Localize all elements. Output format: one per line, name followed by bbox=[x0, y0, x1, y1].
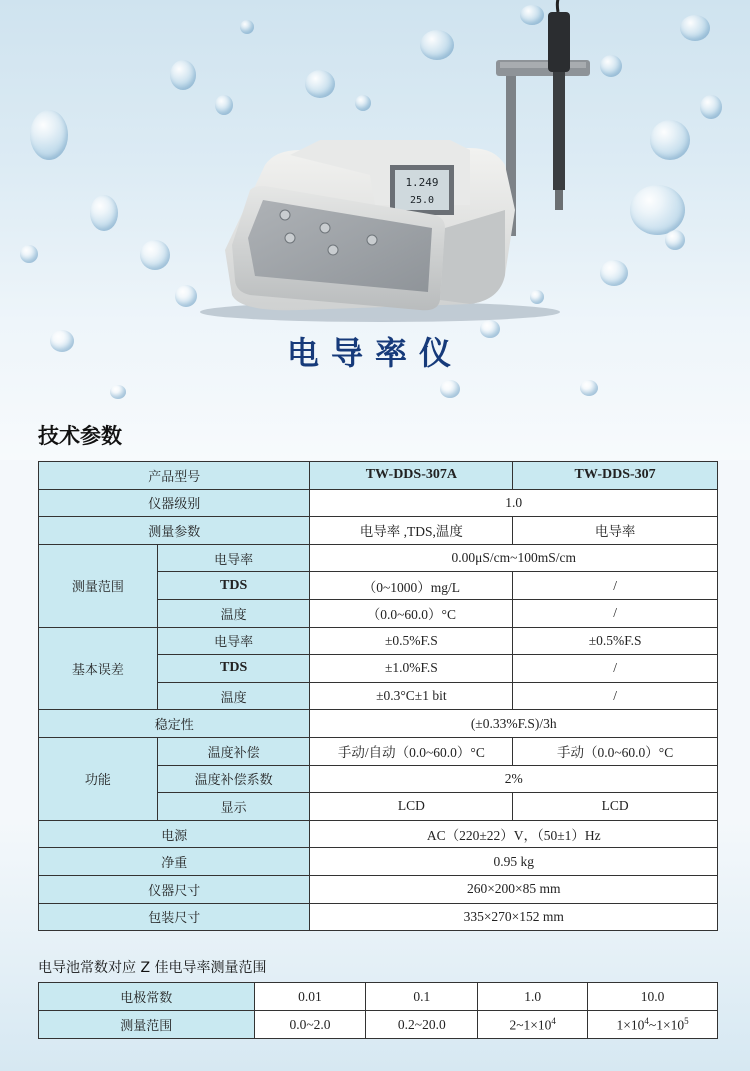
cell-value: / bbox=[513, 599, 718, 627]
display-line1: 1.249 bbox=[405, 176, 439, 189]
model-a: TW-DDS-307A bbox=[310, 462, 513, 490]
row-label: 测量参数 bbox=[39, 517, 310, 545]
cell-value: 电导率 bbox=[513, 517, 718, 545]
table-row bbox=[39, 737, 718, 765]
range4-exp2: 5 bbox=[684, 1015, 689, 1026]
row-label: 显示 bbox=[157, 793, 310, 821]
cell-value: 1.0 bbox=[478, 983, 588, 1011]
cell-value: ±0.5%F.S bbox=[513, 627, 718, 655]
row-label: 温度 bbox=[157, 682, 310, 710]
cell-value: 0.00μS/cm~100mS/cm bbox=[310, 544, 718, 572]
cell-value: （0~1000）mg/L bbox=[310, 572, 513, 600]
table-row bbox=[39, 1011, 718, 1039]
electrode-range-table bbox=[38, 982, 718, 1039]
row-label: TDS bbox=[157, 572, 310, 600]
cell-value: 10.0 bbox=[588, 983, 718, 1011]
row-label: 仪器级别 bbox=[39, 489, 310, 517]
range3-exp: 4 bbox=[551, 1015, 556, 1026]
table-row bbox=[39, 903, 718, 931]
row-label: 净重 bbox=[39, 848, 310, 876]
cell-value: 手动（0.0~60.0）°C bbox=[513, 737, 718, 765]
range4-mid: ~1×10 bbox=[648, 1017, 685, 1033]
model-b: TW-DDS-307 bbox=[513, 462, 718, 490]
spec-table bbox=[38, 461, 718, 931]
row-label: 产品型号 bbox=[39, 462, 310, 490]
table-row bbox=[39, 627, 718, 655]
range4-base1: 1×10 bbox=[616, 1017, 645, 1033]
row-label: 温度补偿 bbox=[157, 737, 310, 765]
group-label: 功能 bbox=[39, 737, 158, 820]
section-heading: 技术参数 bbox=[38, 424, 122, 448]
range4-exp1: 4 bbox=[644, 1015, 649, 1026]
cell-value: 0.95 kg bbox=[310, 848, 718, 876]
cell-value bbox=[588, 1011, 718, 1039]
table-row bbox=[39, 489, 718, 517]
row-label: 温度 bbox=[157, 599, 310, 627]
table-row bbox=[39, 710, 718, 738]
cell-value: 335×270×152 mm bbox=[310, 903, 718, 931]
cell-value: 0.0~2.0 bbox=[254, 1011, 366, 1039]
row-label: 电导率 bbox=[157, 544, 310, 572]
table-row bbox=[39, 517, 718, 545]
table-row bbox=[39, 820, 718, 848]
cell-value: ±0.3°C±1 bit bbox=[310, 682, 513, 710]
group-label: 基本误差 bbox=[39, 627, 158, 710]
row-label: 电源 bbox=[39, 820, 310, 848]
cell-value: 260×200×85 mm bbox=[310, 875, 718, 903]
cell-value: 电导率 ,TDS,温度 bbox=[310, 517, 513, 545]
cell-value: 2% bbox=[310, 765, 718, 793]
row-label: TDS bbox=[157, 655, 310, 683]
cell-value: LCD bbox=[310, 793, 513, 821]
display-line2: 25.0 bbox=[409, 195, 435, 206]
table-row bbox=[39, 848, 718, 876]
row-label: 仪器尺寸 bbox=[39, 875, 310, 903]
cell-value: AC（220±22）V，（50±1）Hz bbox=[310, 820, 718, 848]
cell-value: 手动/自动（0.0~60.0）°C bbox=[310, 737, 513, 765]
conductivity-meter-image bbox=[0, 0, 750, 330]
row-label: 电极常数 bbox=[39, 983, 255, 1011]
row-label: 测量范围 bbox=[39, 1011, 255, 1039]
table-row bbox=[39, 544, 718, 572]
product-title: 电导率仪 bbox=[286, 334, 463, 372]
cell-value: / bbox=[513, 655, 718, 683]
cell-value: 0.1 bbox=[366, 983, 478, 1011]
cell-value: / bbox=[513, 682, 718, 710]
row-label: 稳定性 bbox=[39, 710, 310, 738]
group-label: 测量范围 bbox=[39, 544, 158, 627]
table-row bbox=[39, 983, 718, 1011]
range3-base: 2~1×10 bbox=[509, 1017, 552, 1033]
cell-value: 1.0 bbox=[310, 489, 718, 517]
row-label: 电导率 bbox=[157, 627, 310, 655]
range-heading: 电导池常数对应 Z 佳电导率测量范围 bbox=[38, 960, 267, 976]
cell-value: ±0.5%F.S bbox=[310, 627, 513, 655]
cell-value: 0.2~20.0 bbox=[366, 1011, 478, 1039]
cell-value: （0.0~60.0）°C bbox=[310, 599, 513, 627]
cell-value: LCD bbox=[513, 793, 718, 821]
row-label: 包装尺寸 bbox=[39, 903, 310, 931]
table-row bbox=[39, 875, 718, 903]
cell-value: 0.01 bbox=[254, 983, 366, 1011]
cell-value bbox=[478, 1011, 588, 1039]
cell-value: / bbox=[513, 572, 718, 600]
row-label: 温度补偿系数 bbox=[157, 765, 310, 793]
table-row bbox=[39, 462, 718, 490]
cell-value: (±0.33%F.S)/3h bbox=[310, 710, 718, 738]
cell-value: ±1.0%F.S bbox=[310, 655, 513, 683]
